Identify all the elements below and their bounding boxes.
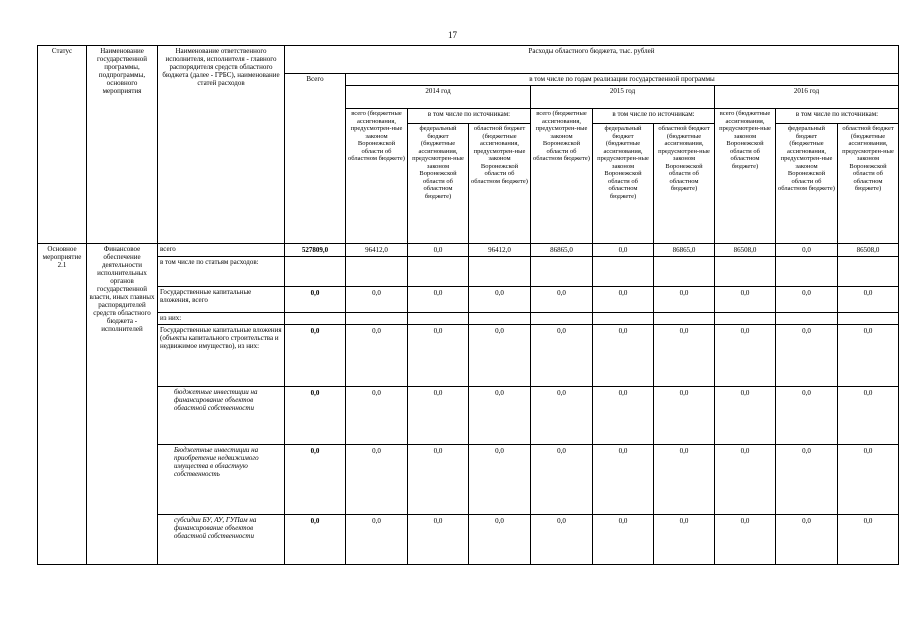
cell: 0,0 — [654, 515, 715, 565]
cell: 0,0 — [593, 445, 654, 515]
cell: 0,0 — [593, 244, 654, 257]
cell: 0,0 — [776, 387, 838, 445]
row-total: 0,0 — [285, 387, 346, 445]
table-row — [38, 445, 899, 515]
table-row — [38, 325, 899, 387]
table-row — [38, 257, 899, 287]
cell: 0,0 — [838, 325, 899, 387]
cell: 0,0 — [838, 445, 899, 515]
header-regional-2016: областной бюджет (бюджетные ассигнования, предусмотрен-ные законом Воронежской области об областном бюджете) — [838, 124, 899, 244]
cell: 0,0 — [346, 515, 408, 565]
header-total-2015: всего (бюджетные ассигнования, предусмотрен-ные законом Воронежской области об областном бюджете) — [531, 109, 593, 244]
cell: 0,0 — [346, 445, 408, 515]
cell: 0,0 — [593, 325, 654, 387]
cell — [838, 257, 899, 287]
block-status: Основное мероприятие 2.1 — [38, 244, 87, 565]
row-label: бюджетные инвестиции на финансирование объектов областной собственности — [158, 387, 285, 445]
row-total: 527809,0 — [285, 244, 346, 257]
cell: 0,0 — [776, 244, 838, 257]
cell: 0,0 — [346, 287, 408, 313]
header-program-name: Наименование государственной программы, подпрограммы, основного мероприятия — [87, 46, 158, 244]
header-status: Статус — [38, 46, 87, 244]
header-federal-2016: федеральный бюджет (бюджетные ассигнования, предусмотрен-ные законом Воронежской области об областном бюджете) — [776, 124, 838, 244]
cell: 0,0 — [715, 445, 776, 515]
cell: 0,0 — [654, 445, 715, 515]
cell: 0,0 — [776, 325, 838, 387]
cell: 0,0 — [469, 387, 531, 445]
cell: 0,0 — [469, 445, 531, 515]
cell: 96412,0 — [469, 244, 531, 257]
cell: 0,0 — [408, 244, 469, 257]
cell: 0,0 — [838, 387, 899, 445]
cell: 0,0 — [531, 515, 593, 565]
cell: 0,0 — [408, 325, 469, 387]
cell: 0,0 — [469, 325, 531, 387]
cell: 0,0 — [715, 387, 776, 445]
table-row — [38, 387, 899, 445]
cell: 0,0 — [469, 287, 531, 313]
row-total — [285, 313, 346, 325]
cell: 86508,0 — [715, 244, 776, 257]
cell — [531, 313, 593, 325]
cell — [593, 257, 654, 287]
cell: 0,0 — [531, 445, 593, 515]
row-label: субсидии БУ, АУ, ГУПам на финансирование объектов областной собственности — [158, 515, 285, 565]
header-year-2015: 2015 год — [531, 86, 715, 109]
header-federal-2015: федеральный бюджет (бюджетные ассигнования, предусмотрен-ные законом Воронежской области об областном бюджете) — [593, 124, 654, 244]
cell: 0,0 — [593, 515, 654, 565]
cell — [469, 257, 531, 287]
header-regional-2015: областной бюджет (бюджетные ассигнования, предусмотрен-ные законом Воронежской области об областном бюджете) — [654, 124, 715, 244]
cell: 0,0 — [593, 287, 654, 313]
header-executor: Наименование ответственного исполнителя, исполнителя - главного распорядителя средств областного бюджета (далее - ГРБС), наименование статей расходов — [158, 46, 285, 244]
cell: 0,0 — [531, 387, 593, 445]
cell: 0,0 — [469, 515, 531, 565]
header-total-2016: всего (бюджетные ассигнования, предусмотрен-ные законом Воронежской области об областном бюджете) — [715, 109, 776, 244]
header-year-2014: 2014 год — [346, 86, 531, 109]
cell: 86508,0 — [838, 244, 899, 257]
cell: 0,0 — [346, 325, 408, 387]
cell: 0,0 — [408, 287, 469, 313]
header-by-years: в том числе по годам реализации государственной программы — [346, 74, 899, 86]
table-row — [38, 287, 899, 313]
cell: 86865,0 — [654, 244, 715, 257]
cell: 0,0 — [346, 387, 408, 445]
cell — [531, 257, 593, 287]
header-expenses: Расходы областного бюджета, тыс. рублей — [285, 46, 899, 74]
header-regional-2014: областной бюджет (бюджетные ассигнования, предусмотрен-ные законом Воронежской области об областном бюджете) — [469, 124, 531, 244]
cell — [654, 257, 715, 287]
row-total — [285, 257, 346, 287]
cell — [838, 313, 899, 325]
row-total: 0,0 — [285, 287, 346, 313]
table-body — [38, 244, 899, 565]
cell — [346, 257, 408, 287]
cell — [408, 313, 469, 325]
table-row — [38, 244, 899, 257]
row-label: Бюджетные инвестиции на приобретение недвижимого имущества в областную собственность — [158, 445, 285, 515]
cell — [776, 313, 838, 325]
budget-table — [37, 45, 899, 565]
table-row — [38, 313, 899, 325]
cell — [408, 257, 469, 287]
row-total: 0,0 — [285, 445, 346, 515]
cell: 0,0 — [776, 515, 838, 565]
header-sources-2015: в том числе по источникам: — [593, 109, 715, 124]
cell: 0,0 — [654, 287, 715, 313]
header-year-2016: 2016 год — [715, 86, 899, 109]
row-label: из них: — [158, 313, 285, 325]
cell: 0,0 — [531, 287, 593, 313]
cell: 86865,0 — [531, 244, 593, 257]
block-name: Финансовое обеспечение деятельности исполнительных органов государственной власти, иных главных распорядителей средств областного бюджета - исполнителей — [87, 244, 158, 565]
cell: 0,0 — [715, 515, 776, 565]
row-label: в том числе по статьям расходов: — [158, 257, 285, 287]
cell: 0,0 — [531, 325, 593, 387]
cell: 0,0 — [838, 287, 899, 313]
cell: 0,0 — [776, 445, 838, 515]
header-sources-2014: в том числе по источникам: — [408, 109, 531, 124]
cell — [469, 313, 531, 325]
cell: 0,0 — [593, 387, 654, 445]
cell: 0,0 — [654, 387, 715, 445]
cell: 0,0 — [776, 287, 838, 313]
cell — [715, 313, 776, 325]
cell: 0,0 — [715, 287, 776, 313]
cell: 0,0 — [838, 515, 899, 565]
header-federal-2014: федеральный бюджет (бюджетные ассигнования, предусмотрен-ные законом Воронежской области об областном бюджете) — [408, 124, 469, 244]
cell: 96412,0 — [346, 244, 408, 257]
cell: 0,0 — [408, 445, 469, 515]
row-label: Государственные капитальные вложения (объекты капитального строительства и недвижимое имущество), из них: — [158, 325, 285, 387]
cell — [346, 313, 408, 325]
table-row — [38, 515, 899, 565]
page-number: 17 — [448, 30, 457, 40]
header-total-2014: всего (бюджетные ассигнования, предусмотрен-ные законом Воронежской области об областном бюджете) — [346, 109, 408, 244]
cell: 0,0 — [408, 387, 469, 445]
header-total: Всего — [285, 74, 346, 244]
cell: 0,0 — [715, 325, 776, 387]
header-sources-2016: в том числе по источникам: — [776, 109, 899, 124]
cell — [654, 313, 715, 325]
cell — [593, 313, 654, 325]
cell: 0,0 — [408, 515, 469, 565]
row-total: 0,0 — [285, 325, 346, 387]
row-label: всего — [158, 244, 285, 257]
cell: 0,0 — [654, 325, 715, 387]
row-label: Государственные капитальные вложения, всего — [158, 287, 285, 313]
row-total: 0,0 — [285, 515, 346, 565]
cell — [776, 257, 838, 287]
cell — [715, 257, 776, 287]
